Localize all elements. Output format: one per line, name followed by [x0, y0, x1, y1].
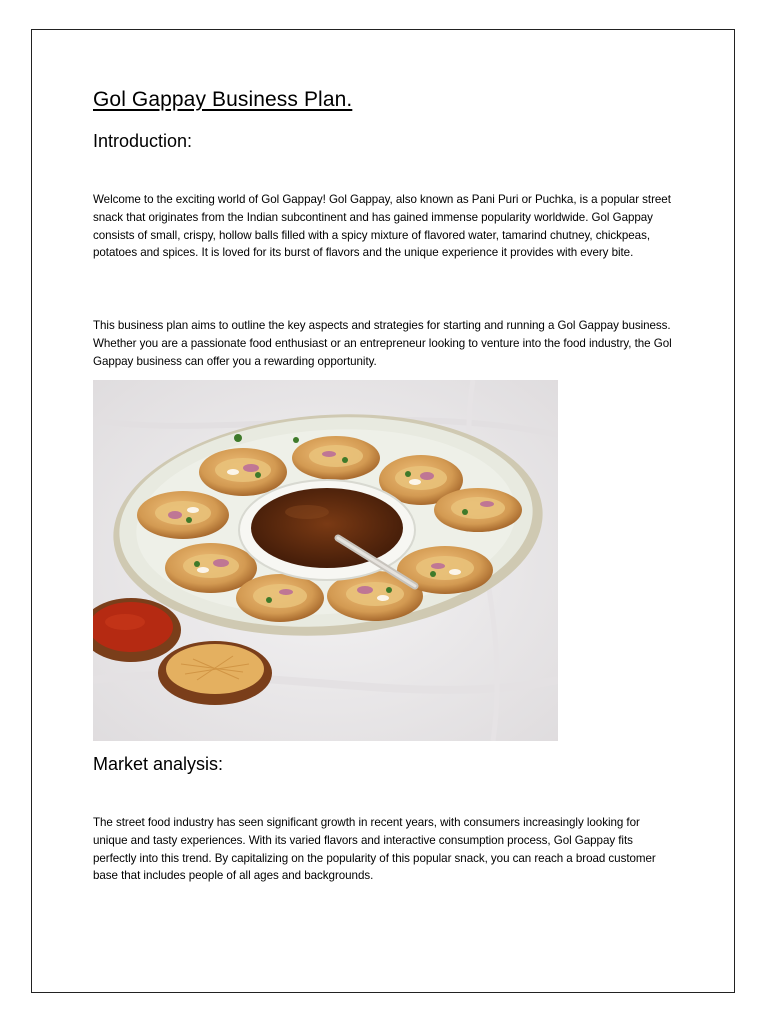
introduction-heading: Introduction: — [93, 131, 193, 151]
gol-gappay-photo — [93, 380, 558, 741]
introduction-paragraph-1: Welcome to the exciting world of Gol Gappay! Gol Gappay, also known as Pani Puri or Puchka, is a popular street snack that originates from the Indian subcontinent and has gained immense popularity worldwide. Gol Gappay consists of small, crispy, hollow balls filled with a spicy mixture of flavored water, tamarind chutney, chickpeas, potatoes and spices. It is loved for its burst of flavors and the unique experience it provides with every bite. — [93, 193, 671, 260]
market-analysis-paragraph: The street food industry has seen significant growth in recent years, with consumers increasingly looking for unique and tasty experiences. With its varied flavors and interactive consumption process, Gol Gappay fits perfectly into this trend. By capitalizing on the popularity of this popular snack, you can reach a broad customer base that includes people of all ages and backgrounds. — [93, 816, 656, 883]
gol-gappay-plate-illustration — [93, 380, 558, 741]
market-analysis-heading: Market analysis: — [93, 754, 224, 774]
document-title: Gol Gappay Business Plan. — [93, 88, 353, 111]
introduction-paragraph-2: This business plan aims to outline the key aspects and strategies for starting and running a Gol Gappay business. Whether you are a passionate food enthusiast or an entrepreneur looking to venture into the food industry, the Gol Gappay business can offer you a rewarding opportunity. — [93, 319, 672, 368]
